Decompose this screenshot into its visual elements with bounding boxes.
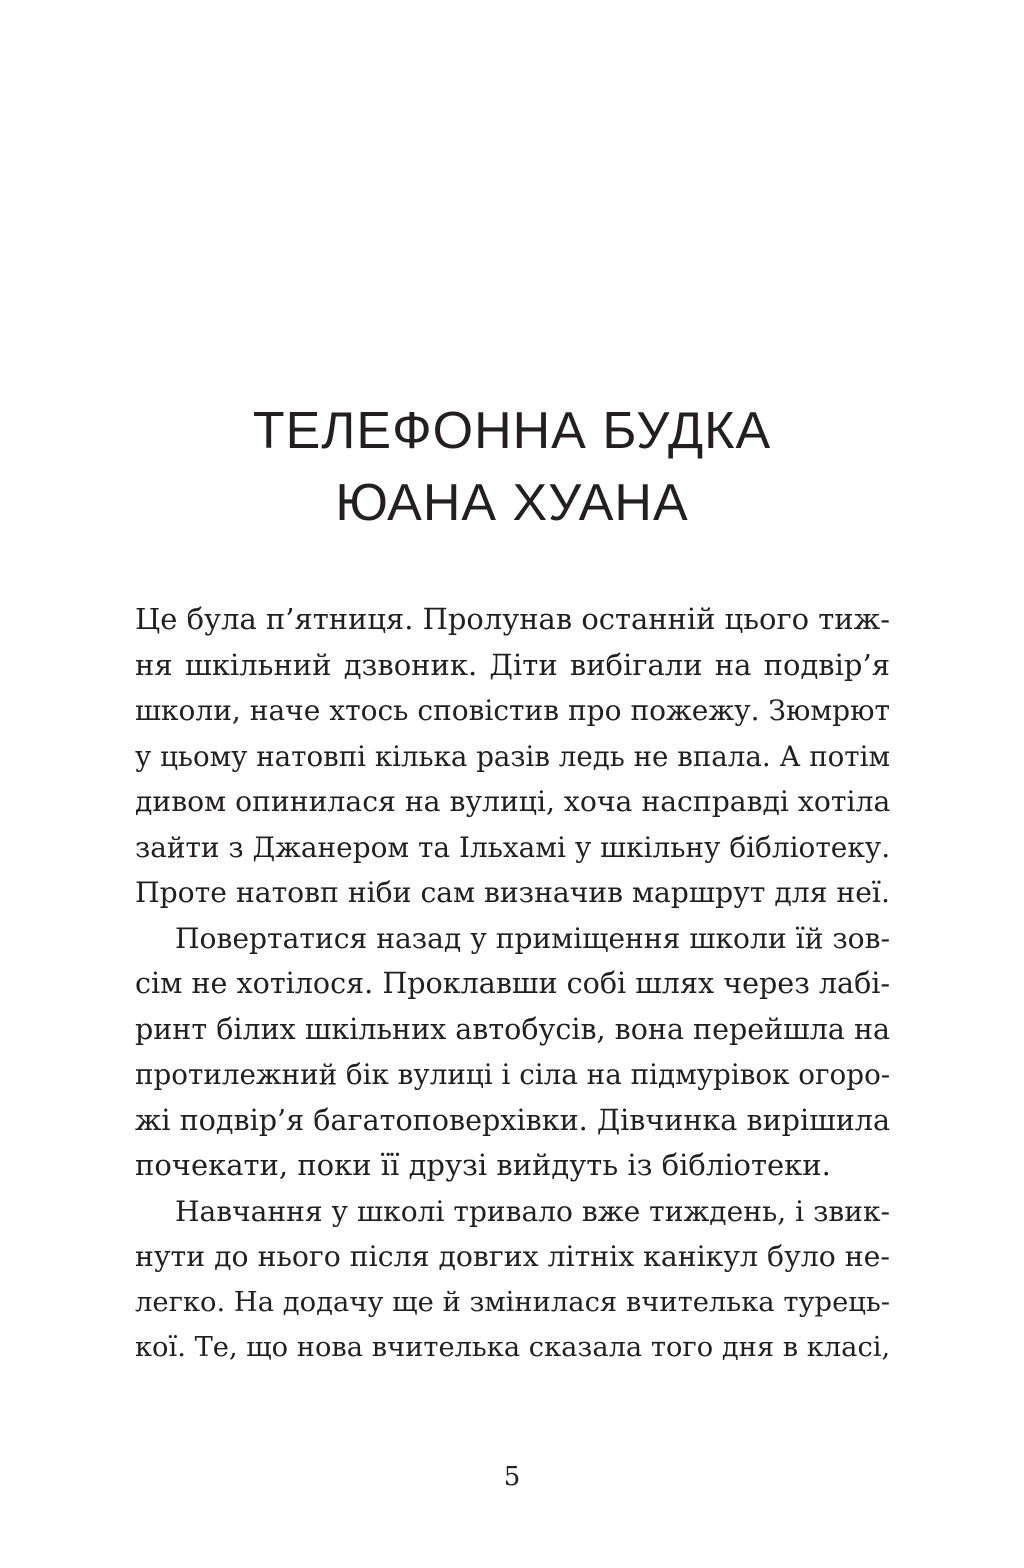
text-line: кої. Те, що нова вчителька сказала того дня в класі, <box>135 1332 891 1363</box>
page-number: 5 <box>503 1462 521 1492</box>
text-line: нути до нього після довгих літніх канікул було не- <box>135 1240 890 1273</box>
text-line: сім не хотілося. Проклавши собі шлях через лабі- <box>135 966 891 1000</box>
chapter-title-line: ТЕЛЕФОННА БУДКА <box>252 402 772 460</box>
text-line: легко. На додачу ще й змінилася вчителька турець- <box>135 1286 890 1318</box>
text-line: почекати, поки її друзі вийдуть із бібліотеки. <box>135 1148 831 1182</box>
text-line: Це була п’ятниця. Пролунав останній цього тиж- <box>135 602 890 636</box>
text-line: зайти з Джанером та Ільхамі у шкільну бібліотеку. <box>135 830 891 864</box>
text-line: протилежний бік вулиці і сіла на підмурівок огоро- <box>135 1058 891 1091</box>
text-line: ня шкільний дзвоник. Діти вибігали на подвір’я <box>135 647 890 682</box>
body-text <box>135 597 890 1371</box>
text-line: школи, наче хтось сповістив про пожежу. Зюмрют <box>135 694 890 727</box>
text-line: у цьому натовпі кілька разів ледь не впала. А потім <box>135 739 890 773</box>
text-line: Навчання у школі тривало вже тиждень, і звик- <box>175 1194 890 1228</box>
chapter-title-line: ЮАНА ХУАНА <box>335 474 689 532</box>
text-line: дивом опинилася на вулиці, хоча насправді хотіла <box>135 785 891 818</box>
chapter-title <box>0 395 1024 539</box>
text-line: ринт білих шкільних автобусів, вона перейшла на <box>135 1011 890 1046</box>
text-line: Повертатися назад у приміщення школи їй зов- <box>175 921 891 955</box>
text-line: жі подвір’я багатоповерхівки. Дівчинка вирішила <box>135 1102 890 1137</box>
text-line: Проте натовп ніби сам визначив маршрут для неї. <box>135 876 890 909</box>
